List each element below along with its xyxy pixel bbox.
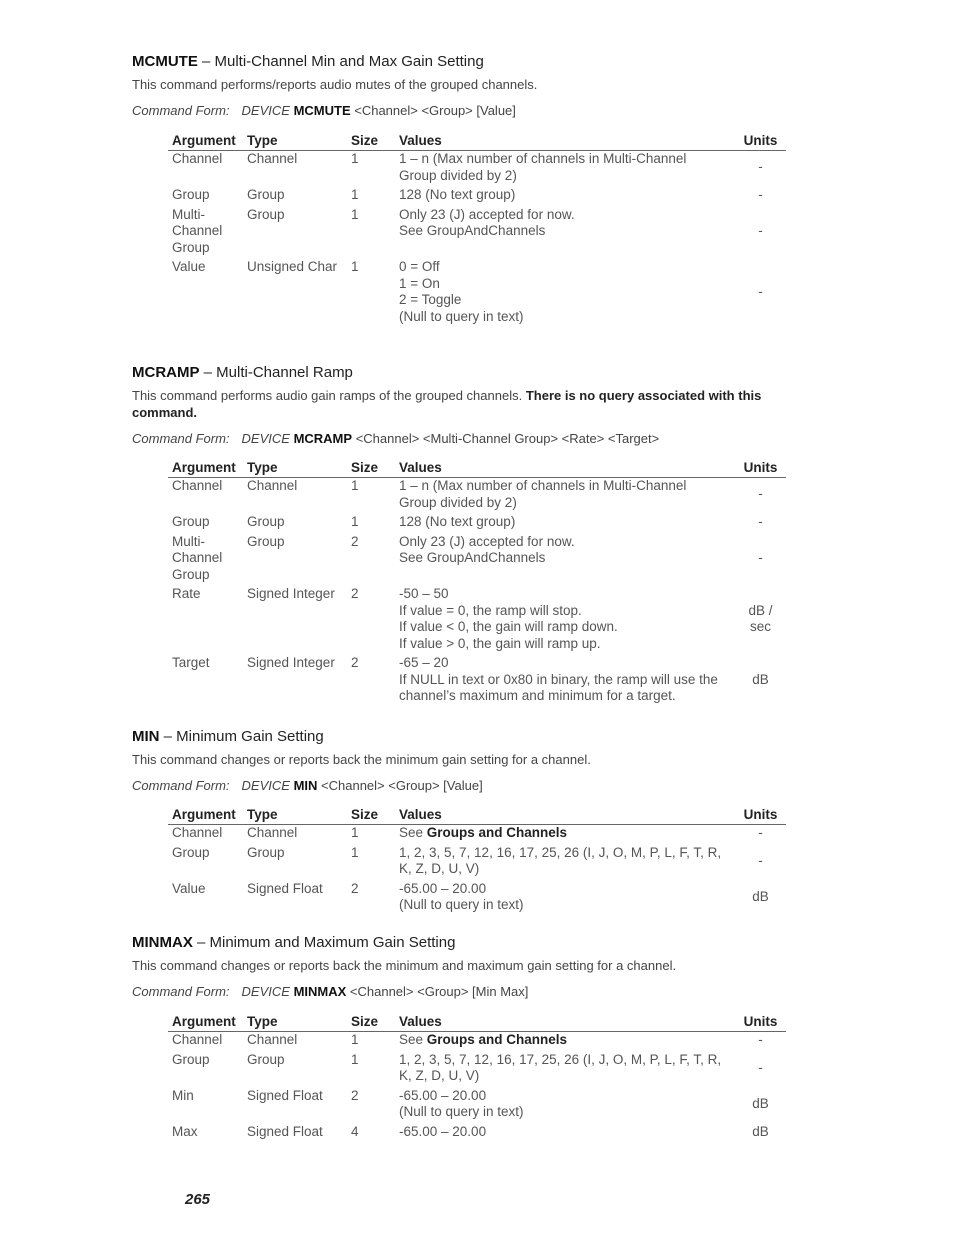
values-prefix: See [399, 825, 424, 840]
cell-line: dB [752, 671, 769, 687]
values-cell [395, 151, 731, 185]
section-description [132, 751, 812, 768]
mcramp-arguments-table [168, 458, 786, 705]
table-row [168, 511, 786, 531]
section-heading [132, 728, 812, 746]
values-cell [395, 1032, 731, 1049]
section-mcmute [132, 53, 812, 119]
cell-line: (Null to query in text) [399, 308, 524, 324]
argument-cell [168, 1032, 243, 1049]
type-cell: Group [247, 533, 285, 549]
section-min [132, 728, 812, 794]
cell-line: Only 23 (J) accepted for now. [399, 206, 575, 222]
command-keyword: MIN [293, 778, 318, 793]
command-keyword: MCMUTE [293, 103, 351, 118]
header-row [168, 131, 786, 151]
cell-line: - [758, 283, 763, 299]
column-header-argument: Argument [168, 805, 243, 825]
size-cell: 1 [351, 1051, 359, 1067]
table-row [168, 1032, 786, 1049]
argument-cell [168, 1049, 243, 1085]
groups-and-channels-reference: Groups and Channels [426, 1032, 568, 1047]
section-title: – Minimum Gain Setting [163, 728, 324, 745]
section-title: – Multi-Channel Ramp [203, 364, 353, 381]
cell-line: 1, 2, 3, 5, 7, 12, 16, 17, 25, 26 (I, J, O, M, P, L, F, T, R, [399, 844, 722, 860]
units-cell [731, 184, 786, 204]
command-form [132, 102, 812, 119]
column-header-values: Values [395, 805, 731, 825]
type-cell: Channel [247, 478, 298, 493]
argument-cell [168, 1121, 243, 1141]
cell-line: - [758, 550, 763, 565]
table-row [168, 184, 786, 204]
values-prefix: See [399, 1032, 424, 1047]
command-form-label: Command Form: [132, 103, 230, 118]
cell-line: 128 (No text group) [399, 514, 516, 529]
values-cell [395, 583, 731, 652]
values-cell [395, 652, 731, 705]
cell-line: Value [172, 259, 206, 274]
table-row [168, 151, 786, 185]
description-text: This command performs audio gain ramps of the grouped channels. [132, 388, 523, 403]
cell-line: If value < 0, the gain will ramp down. [399, 619, 618, 634]
cell-line: Target [172, 655, 210, 670]
units-cell [731, 1049, 786, 1085]
cell-line: K, Z, D, U, V) [399, 861, 480, 876]
min-arguments-table [168, 805, 786, 914]
type-cell: Channel [247, 1032, 298, 1047]
type-cell: Channel [247, 151, 298, 166]
cell-line: Channel [172, 151, 223, 166]
size-cell: 2 [351, 1087, 359, 1103]
table-row [168, 825, 786, 842]
cell-line: -65 – 20 [399, 655, 449, 670]
column-header-size: Size [347, 131, 395, 151]
table-row [168, 204, 786, 257]
size-cell: 1 [351, 259, 359, 274]
command-form-label: Command Form: [132, 984, 230, 999]
column-header-values: Values [395, 458, 731, 478]
section-mcramp [132, 364, 812, 447]
units-cell [731, 478, 786, 512]
description-emphasis: There is no query associated with this command. [132, 388, 762, 420]
cell-line: - [758, 514, 763, 529]
type-cell: Signed Float [247, 1087, 323, 1103]
cell-line: dB [752, 888, 769, 904]
type-cell: Group [247, 844, 285, 860]
section-title: – Multi-Channel Min and Max Gain Setting [202, 53, 484, 70]
command-params: <Channel> <Multi-Channel Group> <Rate> <Target> [355, 431, 660, 446]
cell-line: See GroupAndChannels [399, 223, 546, 238]
section-description [132, 76, 812, 93]
command-form [132, 777, 812, 794]
size-cell: 2 [351, 533, 359, 549]
table-row [168, 256, 786, 325]
cell-line: - [758, 825, 763, 840]
units-cell [731, 842, 786, 878]
cell-line: 2 = Toggle [399, 292, 462, 307]
cell-line: - [758, 852, 763, 868]
section-description [132, 387, 812, 421]
argument-cell [168, 256, 243, 325]
table-row [168, 478, 786, 512]
argument-cell [168, 1085, 243, 1121]
cell-line: Channel [172, 1032, 223, 1047]
units-cell [731, 652, 786, 705]
table-row [168, 1049, 786, 1085]
cell-line: Only 23 (J) accepted for now. [399, 533, 575, 549]
units-cell [731, 825, 786, 842]
cell-line: See GroupAndChannels [399, 550, 546, 565]
argument-cell [168, 151, 243, 185]
cell-line: If value > 0, the gain will ramp up. [399, 635, 601, 651]
argument-cell [168, 878, 243, 914]
argument-cell [168, 204, 243, 257]
cell-line: Group [172, 566, 210, 582]
units-cell [731, 878, 786, 914]
cell-line: If value = 0, the ramp will stop. [399, 602, 582, 618]
cell-line: - [758, 187, 763, 202]
units-cell [731, 204, 786, 257]
cell-line: -65.00 – 20.00 [399, 880, 487, 896]
values-cell [395, 531, 731, 584]
size-cell: 1 [351, 151, 359, 166]
argument-cell [168, 652, 243, 705]
mcmute-arguments-table [168, 131, 786, 325]
cell-line: K, Z, D, U, V) [399, 1068, 480, 1083]
units-cell [731, 1032, 786, 1049]
header-row [168, 458, 786, 478]
section-minmax [132, 934, 812, 1000]
cell-line: -65.00 – 20.00 [399, 1123, 487, 1139]
argument-cell [168, 511, 243, 531]
command-name: MINMAX [132, 934, 193, 951]
cell-line: Group [172, 187, 210, 202]
command-params: <Channel> <Group> [Min Max] [349, 984, 529, 999]
cell-line: Multi- [172, 533, 205, 549]
values-cell [395, 204, 731, 257]
values-cell [395, 842, 731, 878]
table-row [168, 878, 786, 914]
table-row [168, 842, 786, 878]
cell-line: - [758, 1032, 763, 1047]
type-cell: Signed Float [247, 880, 323, 896]
section-heading [132, 364, 812, 382]
device-label: DEVICE [241, 984, 290, 999]
cell-line: Group [172, 1051, 210, 1067]
table-row [168, 1121, 786, 1141]
command-form-label: Command Form: [132, 431, 230, 446]
cell-line: (Null to query in text) [399, 897, 524, 912]
cell-line: - [758, 1059, 763, 1075]
type-cell: Signed Integer [247, 586, 335, 601]
cell-line: dB / [748, 602, 773, 618]
cell-line: channel’s maximum and minimum for a target. [399, 688, 676, 703]
argument-cell [168, 184, 243, 204]
cell-line: 1 – n (Max number of channels in Multi-Channel [399, 151, 687, 166]
size-cell: 1 [351, 825, 359, 840]
device-label: DEVICE [241, 778, 290, 793]
cell-line: 1, 2, 3, 5, 7, 12, 16, 17, 25, 26 (I, J, O, M, P, L, F, T, R, [399, 1051, 722, 1067]
section-heading [132, 53, 812, 71]
description-text: This command changes or reports back the minimum and maximum gain setting for a channel. [132, 958, 677, 973]
argument-cell [168, 478, 243, 512]
type-cell: Group [247, 206, 285, 222]
cell-line: (Null to query in text) [399, 1104, 524, 1119]
column-header-values: Values [395, 1012, 731, 1032]
column-header-type: Type [243, 1012, 347, 1032]
values-cell [395, 511, 731, 531]
cell-line: Channel [172, 825, 223, 840]
values-cell [395, 478, 731, 512]
column-header-units: Units [731, 131, 786, 151]
cell-line: Channel [172, 550, 223, 565]
cell-line: sec [749, 619, 771, 634]
command-name: MIN [132, 728, 160, 745]
argument-cell [168, 825, 243, 842]
type-cell: Unsigned Char [247, 259, 338, 274]
size-cell: 4 [351, 1123, 359, 1139]
cell-line: dB [752, 1095, 769, 1111]
size-cell: 2 [351, 655, 359, 670]
column-header-argument: Argument [168, 131, 243, 151]
type-cell: Channel [247, 825, 298, 840]
cell-line: Rate [172, 586, 201, 601]
section-heading [132, 934, 812, 952]
minmax-arguments-table [168, 1012, 786, 1140]
argument-cell [168, 531, 243, 584]
units-cell [731, 1085, 786, 1121]
column-header-type: Type [243, 458, 347, 478]
type-cell: Group [247, 514, 285, 529]
section-title: – Minimum and Maximum Gain Setting [197, 934, 456, 951]
header-row [168, 805, 786, 825]
command-name: MCRAMP [132, 364, 200, 381]
column-header-argument: Argument [168, 458, 243, 478]
cell-line: dB [752, 1123, 769, 1139]
units-cell [731, 1121, 786, 1141]
section-description [132, 957, 812, 974]
cell-line: Multi- [172, 206, 205, 222]
size-cell: 1 [351, 478, 359, 493]
cell-line: - [758, 159, 763, 175]
page-number: 265 [185, 1191, 211, 1208]
cell-line: Group divided by 2) [399, 494, 517, 510]
column-header-size: Size [347, 805, 395, 825]
cell-line: Group [172, 844, 210, 860]
cell-line: Min [172, 1087, 194, 1103]
values-cell [395, 1049, 731, 1085]
size-cell: 2 [351, 880, 359, 896]
cell-line: 1 – n (Max number of channels in Multi-Channel [399, 478, 687, 493]
device-label: DEVICE [241, 103, 290, 118]
table-row [168, 652, 786, 705]
command-params: <Channel> <Group> [Value] [321, 778, 483, 793]
units-cell [731, 583, 786, 652]
cell-line: If NULL in text or 0x80 in binary, the ramp will use the [399, 671, 718, 687]
groups-and-channels-reference: Groups and Channels [426, 825, 568, 840]
type-cell: Group [247, 187, 285, 202]
cell-line: Group divided by 2) [399, 167, 517, 183]
cell-line: 0 = Off [399, 259, 440, 274]
units-cell [731, 256, 786, 325]
table-row [168, 1085, 786, 1121]
cell-line: Max [172, 1123, 198, 1139]
table-row [168, 531, 786, 584]
cell-line: - [758, 223, 763, 238]
cell-line: -65.00 – 20.00 [399, 1087, 487, 1103]
size-cell: 1 [351, 187, 359, 202]
column-header-units: Units [731, 805, 786, 825]
size-cell: 1 [351, 844, 359, 860]
command-form [132, 983, 812, 1000]
column-header-size: Size [347, 458, 395, 478]
values-cell [395, 825, 731, 842]
column-header-type: Type [243, 805, 347, 825]
command-name: MCMUTE [132, 53, 198, 70]
command-keyword: MINMAX [293, 984, 347, 999]
cell-line: Channel [172, 223, 223, 238]
type-cell: Signed Float [247, 1123, 323, 1139]
column-header-type: Type [243, 131, 347, 151]
size-cell: 1 [351, 206, 359, 222]
command-params: <Channel> <Group> [Value] [354, 103, 516, 118]
column-header-size: Size [347, 1012, 395, 1032]
values-cell [395, 1085, 731, 1121]
units-cell [731, 531, 786, 584]
size-cell: 2 [351, 586, 359, 601]
units-cell [731, 151, 786, 185]
values-cell [395, 878, 731, 914]
cell-line: Group [172, 239, 210, 255]
column-header-units: Units [731, 1012, 786, 1032]
size-cell: 1 [351, 514, 359, 529]
cell-line: Group [172, 514, 210, 529]
size-cell: 1 [351, 1032, 359, 1047]
column-header-values: Values [395, 131, 731, 151]
description-text: This command changes or reports back the minimum gain setting for a channel. [132, 752, 591, 767]
column-header-argument: Argument [168, 1012, 243, 1032]
command-keyword: MCRAMP [293, 431, 353, 446]
type-cell: Group [247, 1051, 285, 1067]
argument-cell [168, 842, 243, 878]
cell-line: 1 = On [399, 275, 440, 291]
device-label: DEVICE [241, 431, 290, 446]
cell-line: - [758, 486, 763, 502]
header-row [168, 1012, 786, 1032]
description-text: This command performs/reports audio mutes of the grouped channels. [132, 77, 538, 92]
cell-line: Value [172, 880, 206, 896]
command-form-label: Command Form: [132, 778, 230, 793]
type-cell: Signed Integer [247, 655, 335, 670]
values-cell [395, 1121, 731, 1141]
values-cell [395, 256, 731, 325]
argument-cell [168, 583, 243, 652]
cell-line: 128 (No text group) [399, 187, 516, 202]
table-row [168, 583, 786, 652]
column-header-units: Units [731, 458, 786, 478]
command-form [132, 430, 812, 447]
units-cell [731, 511, 786, 531]
cell-line: -50 – 50 [399, 586, 449, 601]
values-cell [395, 184, 731, 204]
cell-line: Channel [172, 478, 223, 493]
